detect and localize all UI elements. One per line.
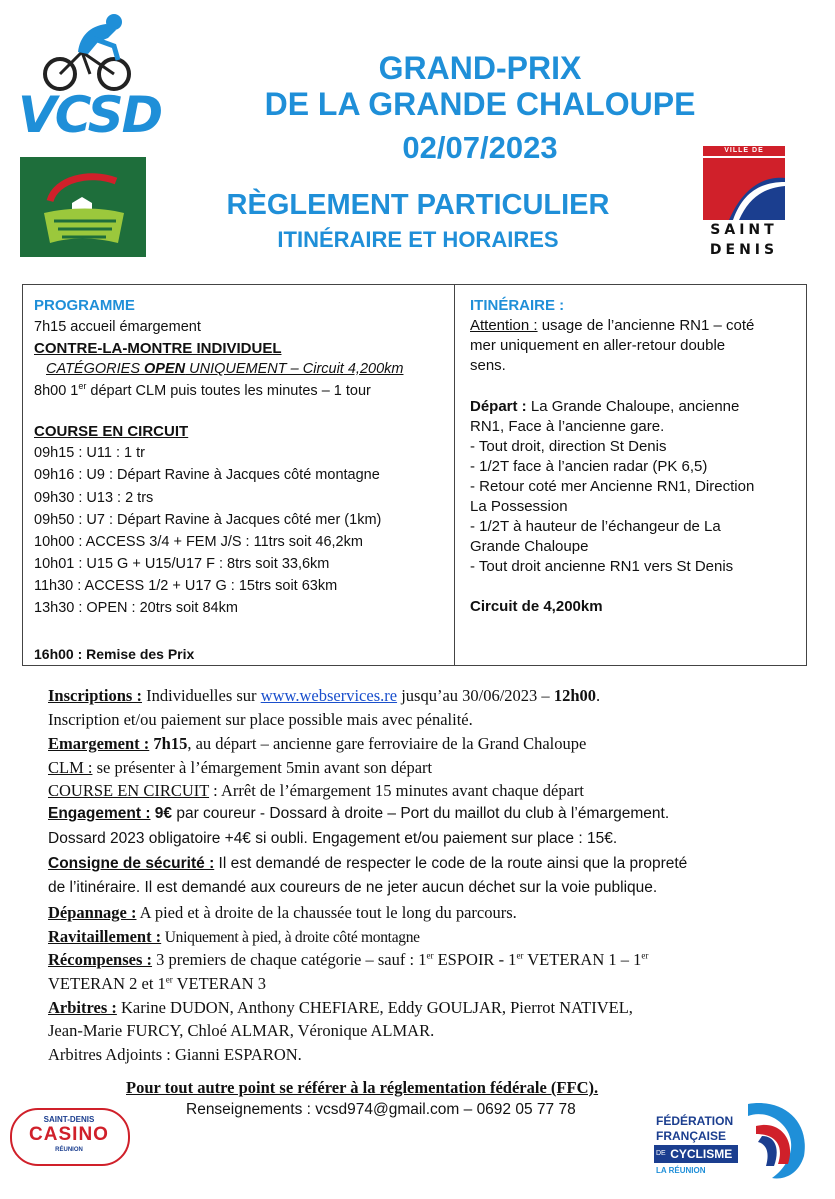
clm-start-a: 8h00 1 [34, 383, 79, 399]
prize-ceremony: 16h00 : Remise des Prix [34, 646, 195, 662]
programme-welcome: 7h15 accueil émargement [34, 319, 201, 335]
ffc-cyclisme-bar [654, 1145, 738, 1163]
vcsd-logo [18, 8, 162, 158]
casino-logo [10, 1108, 128, 1164]
title-line-1: GRAND-PRIX [378, 50, 582, 86]
depart-label: Départ : [470, 398, 527, 415]
race-row: 09h16 : U9 : Départ Ravine à Jacques côté montagne [34, 467, 380, 483]
route-line: RN1, Face à l’ancienne gare. [470, 418, 665, 435]
casino-sub-text: RÉUNION [55, 1147, 83, 1153]
engagement-text: par coureur - Dossard à droite – Port du maillot du club à l’émargement. [172, 805, 670, 822]
race-row: 09h30 : U13 : 2 trs [34, 490, 154, 506]
event-date: 02/07/2023 [402, 130, 558, 165]
securite-label: Consigne de sécurité : [48, 855, 215, 872]
ravitaillement-label: Ravitaillement : [48, 927, 162, 946]
ffc-text-3: CYCLISME [670, 1146, 733, 1161]
casino-main-text: CASINO [29, 1124, 109, 1145]
depart-line [470, 398, 739, 415]
programme-heading: PROGRAMME [34, 297, 135, 314]
emargement-label: Emargement : [48, 734, 150, 753]
clm-cat-b: OPEN [144, 361, 186, 377]
engagement-label: Engagement : [48, 805, 151, 822]
circuit-heading: COURSE EN CIRCUIT [34, 423, 189, 440]
route-line: - 1/2T face à l’ancien radar (PK 6,5) [470, 458, 708, 475]
inscriptions-line-2: Inscription et/ou paiement sur place possible mais avec pénalité. [48, 710, 473, 729]
race-row: 10h00 : ACCESS 3/4 + FEM J/S : 11trs soit 46,2km [34, 534, 363, 550]
depannage-label: Dépannage : [48, 903, 137, 922]
arbitres-label: Arbitres : [48, 998, 117, 1017]
emargement-text: , au départ – ancienne gare ferroviaire de la Grand Chaloupe [187, 734, 587, 753]
sup-er: er [516, 950, 524, 961]
clm-start-b: départ CLM puis toutes les minutes – 1 tour [86, 383, 371, 399]
contact-line: Renseignements : vcsd974@gmail.com – 0692 05 77 78 [186, 1101, 576, 1118]
clm-start [34, 383, 371, 399]
race-row: 13h30 : OPEN : 20trs soit 84km [34, 600, 238, 616]
itinerary-heading: ITINÉRAIRE : [470, 297, 565, 314]
attention-line-3: sens. [470, 357, 506, 374]
subtitle-itinerary: ITINÉRAIRE ET HORAIRES [277, 227, 559, 252]
recomp-b: ESPOIR - 1 [433, 950, 517, 969]
arbitres-adjoints: Arbitres Adjoints : Gianni ESPARON. [48, 1045, 302, 1064]
sup-er: er [426, 950, 434, 961]
recompenses-line [48, 950, 808, 970]
ffc-text-1: FÉDÉRATION [656, 1114, 734, 1128]
ffc-reference-note: Pour tout autre point se référer à la réglementation fédérale (FFC). [126, 1078, 599, 1097]
inscriptions-deadline: 12h00 [553, 686, 596, 705]
recomp-a: 3 premiers de chaque catégorie – sauf : 1 [152, 950, 427, 969]
attention-line-2: mer uniquement en aller-retour double [470, 337, 726, 354]
arbitres-line [48, 998, 808, 1018]
attention-label: Attention : [470, 317, 538, 334]
subtitle-rules: RÈGLEMENT PARTICULIER [226, 189, 610, 221]
race-row: 11h30 : ACCESS 1/2 + U17 G : 15trs soit 63km [34, 578, 338, 594]
recompenses-label: Récompenses : [48, 950, 153, 969]
attention-line-1 [470, 317, 754, 334]
saint-denis-text-2: DENIS [709, 242, 779, 258]
ffc-text-2: FRANÇAISE [656, 1129, 727, 1143]
race-row: 09h15 : U11 : 1 tr [34, 445, 145, 461]
route-line: La Possession [470, 498, 568, 515]
route-line: - Tout droit ancienne RN1 vers St Denis [470, 558, 734, 575]
depannage-line [48, 903, 808, 923]
recomp-e: VETERAN 3 [172, 974, 266, 993]
race-row: 09h50 : U7 : Départ Ravine à Jacques côté mer (1km) [34, 512, 382, 528]
engagement-line [48, 805, 808, 823]
emargement-line [48, 734, 808, 754]
circuit-rule-label: COURSE EN CIRCUIT [48, 781, 210, 800]
clm-rule-text: se présenter à l’émargement 5min avant son départ [92, 758, 433, 777]
clm-heading: CONTRE-LA-MONTRE INDIVIDUEL [34, 340, 282, 357]
engagement-price: 9€ [150, 805, 173, 822]
sup-er: er [641, 950, 649, 961]
engagement-line-2: Dossard 2023 obligatoire +4€ si oubli. Engagement et/ou paiement sur place : 15€. [48, 830, 618, 847]
recompenses-line-2 [48, 974, 808, 994]
clm-cat-c: UNIQUEMENT – Circuit 4,200km [185, 361, 404, 377]
route-line: - Retour coté mer Ancienne RN1, Direction [470, 478, 755, 495]
recomp-c: VETERAN 1 – 1 [523, 950, 642, 969]
ffc-de: DE [656, 1150, 666, 1158]
webservices-link[interactable]: www.webservices.re [260, 686, 398, 705]
arbitres-line-2: Jean-Marie FURCY, Chloé ALMAR, Véronique ALMAR. [48, 1021, 435, 1040]
circuit-rule-line [48, 781, 808, 801]
casino-top-text: SAINT-DENIS [43, 1115, 95, 1124]
depart-text: La Grande Chaloupe, ancienne [526, 398, 740, 415]
clm-cat-a: CATÉGORIES [46, 361, 145, 377]
circuit-length: Circuit de 4,200km [470, 598, 603, 615]
emargement-time: 7h15 [149, 734, 188, 753]
ffc-logo [652, 1100, 812, 1182]
securite-line [48, 855, 808, 873]
saint-denis-topbar: VILLE DE [703, 146, 785, 156]
depannage-text: A pied et à droite de la chaussée tout le long du parcours. [136, 903, 517, 922]
ravitaillement-text: Uniquement à pied, à droite côté montagne [161, 929, 420, 946]
inscriptions-label: Inscriptions : [48, 686, 142, 705]
inscriptions-a: Individuelles sur [141, 686, 261, 705]
vcsd-logo-text: VCSD [18, 86, 162, 144]
circuit-rule-text: : Arrêt de l’émargement 15 minutes avant chaque départ [209, 781, 584, 800]
attention-text: usage de l’ancienne RN1 – coté [537, 317, 755, 334]
clm-start-sup: er [78, 381, 87, 392]
inscriptions-line [48, 686, 808, 706]
race-row: 10h01 : U15 G + U15/U17 F : 8trs soit 33,6km [34, 556, 330, 572]
recomp-d: VETERAN 2 et 1 [48, 974, 166, 993]
route-line: - 1/2T à hauteur de l’échangeur de La [470, 518, 721, 535]
saint-denis-text-1: SAINT [710, 222, 778, 238]
clm-rule-label: CLM : [48, 758, 93, 777]
securite-text: Il est demandé de respecter le code de la route ainsi que la propreté [214, 855, 688, 872]
arbitres-text: Karine DUDON, Anthony CHEFIARE, Eddy GOULJAR, Pierrot NATIVEL, [116, 998, 633, 1017]
inscriptions-d: . [596, 686, 601, 705]
securite-line-2: de l’itinéraire. Il est demandé aux coureurs de ne jeter aucun déchet sur la voie publique. [48, 879, 658, 896]
route-line: - Tout droit, direction St Denis [470, 438, 667, 455]
clm-categories [46, 361, 403, 377]
inscriptions-b: jusqu’au 30/06/2023 – [397, 686, 554, 705]
ffc-text-4: LA RÉUNION [656, 1166, 706, 1175]
route-line: Grande Chaloupe [470, 538, 589, 555]
sup-er: er [165, 974, 173, 985]
title-line-2: DE LA GRANDE CHALOUPE [264, 86, 696, 122]
clm-rule-line [48, 758, 808, 778]
ravitaillement-line [48, 927, 808, 947]
